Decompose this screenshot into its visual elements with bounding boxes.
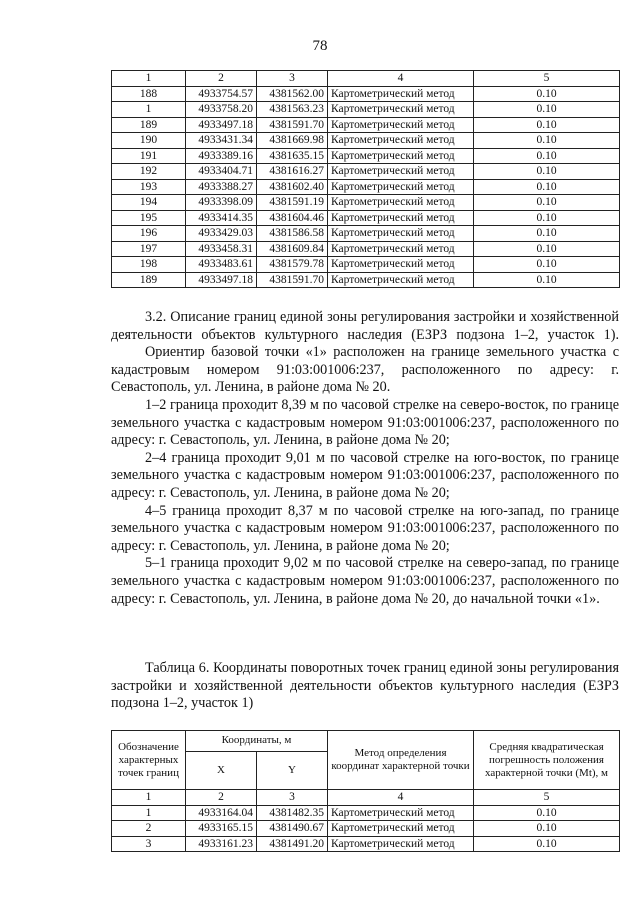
point-number-cell: 190 [112, 133, 186, 149]
x-coordinate-cell: 4933164.04 [186, 805, 257, 821]
header-cell: 4 [328, 71, 474, 87]
x-coordinate-cell: 4933398.09 [186, 195, 257, 211]
table-row [112, 210, 620, 226]
table-row [112, 164, 620, 180]
header-cell: 3 [257, 71, 328, 87]
table-row [112, 86, 620, 102]
column-numbers-row [112, 790, 620, 806]
col-method-header: Метод определения координат характерной точки [328, 731, 474, 790]
error-cell: 0.10 [474, 164, 620, 180]
table-row [112, 836, 620, 852]
x-coordinate-cell: 4933754.57 [186, 86, 257, 102]
y-coordinate-cell: 4381602.40 [257, 179, 328, 195]
y-coordinate-cell: 4381563.23 [257, 102, 328, 118]
error-cell: 0.10 [474, 86, 620, 102]
header-cell: 1 [112, 790, 186, 806]
paragraph: 4–5 граница проходит 8,37 м по часовой стрелке на юго-запад, по границе земельного участка с кадастровым номером 91:03:001006:237, расположенного по адресу: г. Севастополь, ул. Ленина, в районе дома № 20; [111, 502, 619, 554]
error-cell: 0.10 [474, 257, 620, 273]
coordinates-table-6 [111, 730, 620, 852]
table-row [112, 179, 620, 195]
header-cell: 5 [474, 790, 620, 806]
method-cell: Картометрический метод [328, 164, 474, 180]
table-row [112, 272, 620, 288]
point-number-cell: 189 [112, 117, 186, 133]
method-cell: Картометрический метод [328, 133, 474, 149]
point-number-cell: 198 [112, 257, 186, 273]
y-coordinate-cell: 4381669.98 [257, 133, 328, 149]
x-coordinate-cell: 4933458.31 [186, 241, 257, 257]
header-cell: 3 [257, 790, 328, 806]
y-coordinate-cell: 4381591.19 [257, 195, 328, 211]
x-coordinate-cell: 4933388.27 [186, 179, 257, 195]
x-coordinate-cell: 4933161.23 [186, 836, 257, 852]
point-number-cell: 1 [112, 102, 186, 118]
section-heading: 3.2. Описание границ единой зоны регулирования застройки и хозяйственной деятельности объектов культурного наследия (ЕЗРЗ подзона 1–2, участок 1). [111, 309, 619, 343]
y-coordinate-cell: 4381482.35 [257, 805, 328, 821]
method-cell: Картометрический метод [328, 257, 474, 273]
section-text [111, 309, 619, 608]
point-number-cell: 195 [112, 210, 186, 226]
y-coordinate-cell: 4381609.84 [257, 241, 328, 257]
paragraph: 5–1 граница проходит 9,02 м по часовой стрелке на северо-запад, по границе земельного участка с кадастровым номером 91:03:001006:237, расположенного по адресу: г. Севастополь, ул. Ленина, в районе дома № 20, до начальной точки «1». [111, 555, 619, 607]
col-y-header: Y [257, 751, 328, 789]
header-cell: 2 [186, 790, 257, 806]
x-coordinate-cell: 4933431.34 [186, 133, 257, 149]
method-cell: Картометрический метод [328, 272, 474, 288]
y-coordinate-cell: 4381616.27 [257, 164, 328, 180]
header-cell: 2 [186, 71, 257, 87]
paragraph: 2–4 граница проходит 9,01 м по часовой стрелке на юго-восток, по границе земельного участка с кадастровым номером 91:03:001006:237, расположенного по адресу: г. Севастополь, ул. Ленина, в районе дома № 20; [111, 449, 619, 501]
point-number-cell: 194 [112, 195, 186, 211]
point-number-cell: 191 [112, 148, 186, 164]
x-coordinate-cell: 4933389.16 [186, 148, 257, 164]
y-coordinate-cell: 4381591.70 [257, 117, 328, 133]
y-coordinate-cell: 4381586.58 [257, 226, 328, 242]
method-cell: Картометрический метод [328, 148, 474, 164]
header-cell: 1 [112, 71, 186, 87]
y-coordinate-cell: 4381579.78 [257, 257, 328, 273]
method-cell: Картометрический метод [328, 195, 474, 211]
table-row [112, 241, 620, 257]
table-row [112, 821, 620, 837]
x-coordinate-cell: 4933404.71 [186, 164, 257, 180]
point-number-cell: 197 [112, 241, 186, 257]
table-row [112, 117, 620, 133]
header-cell: 5 [474, 71, 620, 87]
paragraph: 1–2 граница проходит 8,39 м по часовой стрелке на северо-восток, по границе земельного участка с кадастровым номером 91:03:001006:237, расположенного по адресу: г. Севастополь, ул. Ленина, в районе дома № 20; [111, 396, 619, 449]
method-cell: Картометрический метод [328, 179, 474, 195]
method-cell: Картометрический метод [328, 102, 474, 118]
method-cell: Картометрический метод [328, 241, 474, 257]
point-number-cell: 1 [112, 805, 186, 821]
error-cell: 0.10 [474, 821, 620, 837]
page-number: 78 [312, 38, 328, 54]
paragraph: Ориентир базовой точки «1» расположен на границе земельного участка с кадастровым номером 91:03:001006:237, расположенного по адресу: г. Севастополь, ул. Ленина, в районе дома № 20. [111, 344, 619, 396]
y-coordinate-cell: 4381604.46 [257, 210, 328, 226]
table-row [112, 195, 620, 211]
col-error-header: Средняя квадратическая погрешность положения характерной точки (Mt), м [474, 731, 620, 790]
error-cell: 0.10 [474, 241, 620, 257]
y-coordinate-cell: 4381591.70 [257, 272, 328, 288]
table-header-row [112, 731, 620, 752]
table-row [112, 133, 620, 149]
point-number-cell: 193 [112, 179, 186, 195]
table-header-row [112, 71, 620, 87]
table-row [112, 148, 620, 164]
y-coordinate-cell: 4381490.67 [257, 821, 328, 837]
y-coordinate-cell: 4381491.20 [257, 836, 328, 852]
col-coords-header: Координаты, м [186, 731, 328, 752]
table-row [112, 257, 620, 273]
y-coordinate-cell: 4381562.00 [257, 86, 328, 102]
method-cell: Картометрический метод [328, 210, 474, 226]
x-coordinate-cell: 4933497.18 [186, 272, 257, 288]
error-cell: 0.10 [474, 133, 620, 149]
coordinates-table-continued [111, 70, 620, 288]
point-number-cell: 192 [112, 164, 186, 180]
method-cell: Картометрический метод [328, 226, 474, 242]
error-cell: 0.10 [474, 179, 620, 195]
error-cell: 0.10 [474, 805, 620, 821]
point-number-cell: 188 [112, 86, 186, 102]
error-cell: 0.10 [474, 102, 620, 118]
error-cell: 0.10 [474, 272, 620, 288]
table-row [112, 226, 620, 242]
col-designation-header: Обозначение характерных точек границ [112, 731, 186, 790]
error-cell: 0.10 [474, 117, 620, 133]
error-cell: 0.10 [474, 210, 620, 226]
method-cell: Картометрический метод [328, 836, 474, 852]
error-cell: 0.10 [474, 226, 620, 242]
method-cell: Картометрический метод [328, 86, 474, 102]
point-number-cell: 3 [112, 836, 186, 852]
error-cell: 0.10 [474, 195, 620, 211]
x-coordinate-cell: 4933429.03 [186, 226, 257, 242]
table-row [112, 102, 620, 118]
x-coordinate-cell: 4933483.61 [186, 257, 257, 273]
x-coordinate-cell: 4933497.18 [186, 117, 257, 133]
table-row [112, 805, 620, 821]
y-coordinate-cell: 4381635.15 [257, 148, 328, 164]
col-x-header: X [186, 751, 257, 789]
method-cell: Картометрический метод [328, 117, 474, 133]
point-number-cell: 189 [112, 272, 186, 288]
point-number-cell: 2 [112, 821, 186, 837]
x-coordinate-cell: 4933758.20 [186, 102, 257, 118]
table-caption [111, 660, 619, 713]
method-cell: Картометрический метод [328, 805, 474, 821]
header-cell: 4 [328, 790, 474, 806]
x-coordinate-cell: 4933165.15 [186, 821, 257, 837]
error-cell: 0.10 [474, 148, 620, 164]
error-cell: 0.10 [474, 836, 620, 852]
caption-text: Таблица 6. Координаты поворотных точек границ единой зоны регулирования застройки и хозяйственной деятельности объектов культурного наследия (ЕЗРЗ подзона 1–2, участок 1) [111, 660, 619, 712]
point-number-cell: 196 [112, 226, 186, 242]
x-coordinate-cell: 4933414.35 [186, 210, 257, 226]
method-cell: Картометрический метод [328, 821, 474, 837]
